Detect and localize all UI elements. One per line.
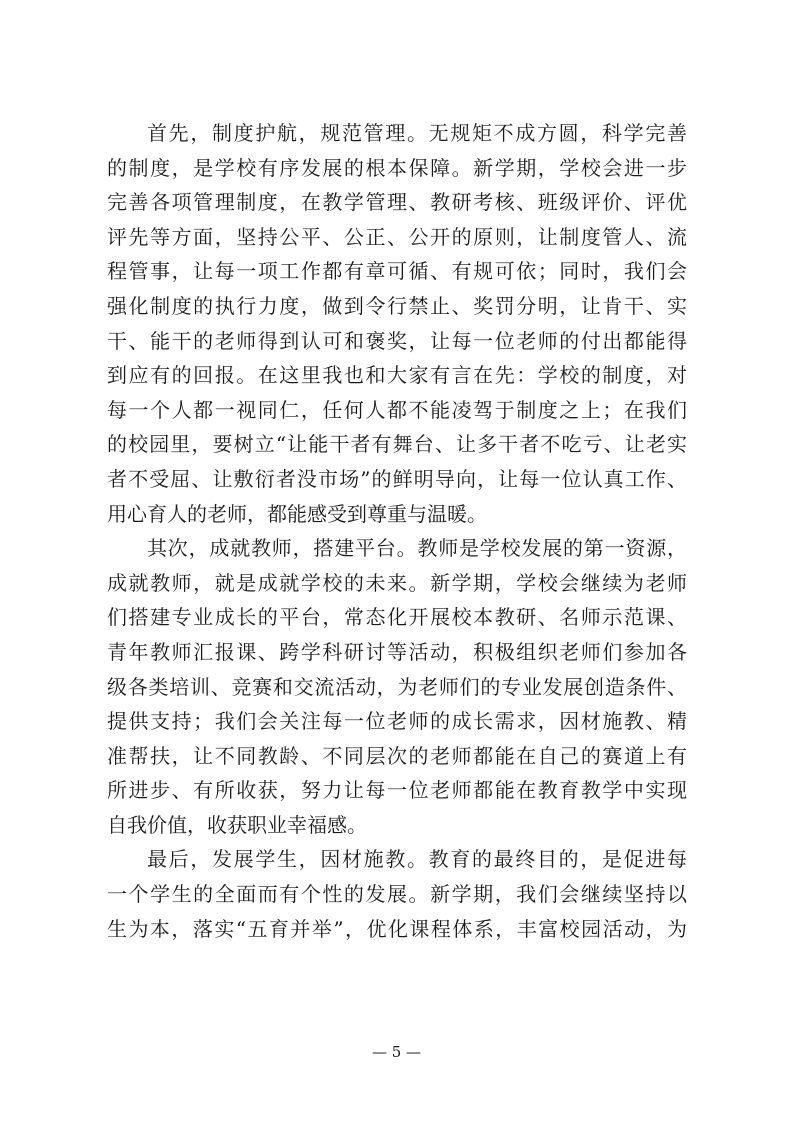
text-line: 级各类培训、竞赛和交流活动，为老师们的专业发展创造条件、	[107, 674, 687, 699]
text-line: 强化制度的执行力度，做到令行禁止、奖罚分明，让肯干、实	[107, 293, 687, 318]
text-line: 一个学生的全面而有个性的发展。新学期，我们会继续坚持以	[107, 882, 687, 907]
text-line: 到应有的回报。在这里我也和大家有言在先：学校的制度，对	[107, 363, 687, 388]
text-line: 用心育人的老师，都能感受到尊重与温暖。	[107, 501, 487, 526]
page-number: — 5 —	[371, 1043, 422, 1061]
text-line: 成就教师，就是成就学校的未来。新学期，学校会继续为老师	[107, 570, 687, 595]
paragraph-2	[107, 531, 687, 842]
text-line: 提供支持；我们会关注每一位老师的成长需求，因材施教、精	[107, 709, 687, 734]
text-line: 每一个人都一视同仁，任何人都不能凌驾于制度之上；在我们	[107, 397, 687, 422]
text-line: 自我价值，收获职业幸福感。	[107, 812, 367, 837]
text-line: 的校园里，要树立“让能干者有舞台、让多干者不吃亏、让老实	[107, 432, 687, 457]
text-line: 准帮扶，让不同教龄、不同层次的老师都能在自己的赛道上有	[107, 743, 687, 768]
text-line: 者不受屈、让敷衍者没市场”的鲜明导向，让每一位认真工作、	[107, 466, 687, 491]
text-line: 青年教师汇报课、跨学科研讨等活动，积极组织老师们参加各	[107, 639, 687, 664]
text-line: 最后，发展学生，因材施教。教育的最终目的，是促进每	[147, 847, 687, 872]
paragraph-3	[107, 842, 687, 946]
text-line: 首先，制度护航，规范管理。无规矩不成方圆，科学完善	[147, 121, 687, 145]
text-line: 评先等方面，坚持公平、公正、公开的原则，让制度管人、流	[107, 224, 687, 249]
paragraph-1	[107, 116, 687, 531]
body-text	[107, 116, 687, 946]
text-line: 其次，成就教师，搭建平台。教师是学校发展的第一资源，	[147, 536, 687, 561]
text-line: 程管事，让每一项工作都有章可循、有规可依；同时，我们会	[107, 259, 687, 284]
text-line: 们搭建专业成长的平台，常态化开展校本教研、名师示范课、	[107, 605, 687, 630]
text-line: 干、能干的老师得到认可和褒奖，让每一位老师的付出都能得	[107, 328, 687, 353]
text-line: 完善各项管理制度，在教学管理、教研考核、班级评价、评优	[107, 190, 687, 215]
text-line: 的制度，是学校有序发展的根本保障。新学期，学校会进一步	[107, 155, 687, 180]
text-line: 生为本，落实“五育并举”，优化课程体系，丰富校园活动，为	[107, 916, 687, 941]
text-line: 所进步、有所收获，努力让每一位老师都能在教育教学中实现	[107, 778, 687, 803]
